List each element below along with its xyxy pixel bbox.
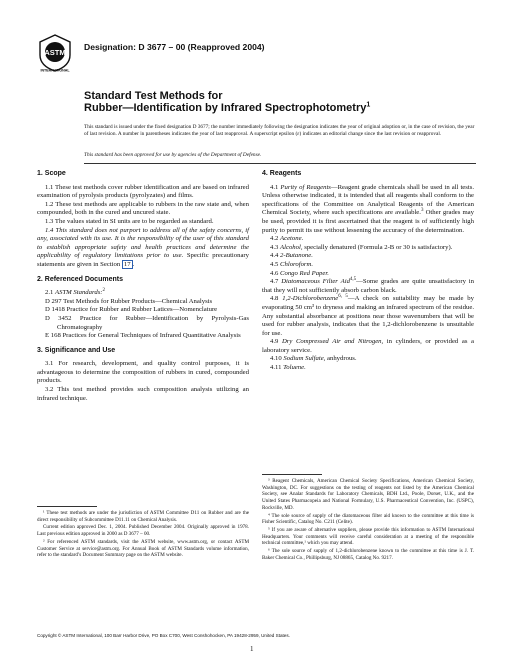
left-column (37, 170, 249, 403)
paragraph-4-2: 4.2 Acetone. (270, 235, 304, 243)
footnote-divider-right (262, 474, 322, 475)
paragraph-1-2: 1.2 These test methods are applicable to rubbers in the raw state and, when compounded, both in the cured and uncured state. (37, 200, 249, 217)
footnote-divider-left (37, 506, 97, 507)
footnote-1-edition: Current edition approved Dec. 1, 2004. Published December 2004. Originally approved in 1978. Last previous edition approved in 2000 as D 3677 – 00. (37, 524, 249, 538)
section-heading-scope: 1. Scope (37, 170, 66, 177)
footnotes-right (262, 478, 474, 562)
paragraph-4-10: 4.10 Sodium Sulfate, anhydrous. (270, 355, 357, 363)
paragraph-4-3: 4.3 Alcohol, specially denatured (Formula 2-B or 30 is satisfactory). (270, 243, 453, 251)
paragraph-1-4: 1.4 This standard does not purport to address all of the safety concerns, if any, associated with its use. It is the responsibility of the user of this standard to establish appropriate safety and health practices and determine the applicability of regulatory limitations prior to use. Specific precautionary statements are given in Section 17 . (37, 226, 250, 268)
title-line-1: Standard Test Methods for (84, 90, 223, 102)
issued-note: This standard is issued under the fixed designation D 3677; the number immediately following the designation indicates the year of original adoption or, in the case of revision, the year of last revision. A number in parentheses indicates the year of last reapproval. A superscript epsilon (ε) indicates an editorial change since the last revision or reapproval. (84, 124, 475, 138)
paragraph-4-6: 4.6 Congo Red Paper. (270, 269, 329, 277)
designation: Designation: D 3677 – 00 (Reapproved 2004) (84, 42, 265, 52)
svg-text:INTERNATIONAL: INTERNATIONAL (40, 68, 70, 73)
copyright-line: Copyright © ASTM International, 100 Barr Harbor Drive, PO Box C700, West Conshohocken, PA 19428-2959, United States. (37, 633, 290, 638)
section-heading-reagents: 4. Reagents (262, 170, 302, 177)
footnote-6: ⁶ The sole source of supply of 1,2-dichlorobenzene known to the committee at this time is J. T. Baker Chemical Co., Phillipsburg, NJ 08865, Catalog No. 9217. (262, 548, 474, 561)
defense-note: This standard has been approved for use by agencies of the Department of Defense. (84, 152, 262, 158)
footnotes-left (37, 510, 249, 560)
footnote-3: ³ Reagent Chemicals, American Chemical Society Specifications, American Chemical Society, Washington, DC. For suggestions on the testing of reagents not listed by the American Chemical Society, see Analar Standards for Laboratory Chemicals, BDH Ltd., Poole, Dorset, U.K., and the United States Pharmacopeia and National Formulary, U.S. Pharmaceutical Convention, Inc. (USPC), Rockville, MD. (262, 478, 474, 511)
footnote-1: ¹ These test methods are under the jurisdiction of ASTM Committee D11 on Rubber and are the direct responsibility of Subcommittee D11.11 on Chemical Analysis. (37, 510, 249, 523)
title-line-2: Rubber—Identification by Infrared Spectrophotometry$^1$ (84, 101, 371, 114)
ref-e168: E 168 Practices for General Techniques of Infrared Quantitative Analysis (45, 332, 241, 340)
paragraph-4-8: 4.8 1,2-Dichlorobenzene$^{6, 5}$—A check on suitability may be made by evaporating 50 cm³ to dryness and making an infrared spectrum of the residue. Any substantial absorbance at positions near those wavenumbers that will be used for rubber analysis, indicates that the 1,2-dichlorobenzene is unsuitable for use. (262, 294, 474, 337)
footnote-2: ² For referenced ASTM standards, visit the ASTM website, www.astm.org, or contact ASTM Customer Service at service@astm.org. For Annual Book of ASTM Standards volume information, refer to the standard’s Document Summary page on the ASTM website. (37, 538, 249, 559)
paragraph-4-5: 4.5 Chloroform. (270, 260, 314, 268)
astm-logo-icon (37, 33, 73, 73)
ref-d1418: D 1418 Practice for Rubber and Rubber Latices—Nomenclature (45, 306, 218, 314)
paragraph-1-1: 1.1 These test methods cover rubber identification and are based on infrared examination of pyrolysis products (pyrolyzates) and films. (37, 183, 249, 200)
svg-text:ASTM: ASTM (44, 48, 66, 57)
paragraph-3-1: 3.1 For research, development, and quality control purposes, it is advantageous to determine the composition of rubbers in cured, compounded products. (37, 360, 249, 385)
paragraph-4-11: 4.11 Toluene. (270, 364, 306, 372)
paragraph-4-1: 4.1 Purity of Reagents—Reagent grade chemicals shall be used in all tests. Unless otherwise indicated, it is intended that all reagents shall conform to the specifications of the Committee on Analytical Reagents of the American Chemical Society, where such specifications are available.$^3$ Other grades may be used, provided it is first ascertained that the reagent is of sufficiently high purity to permit its use without lessening the accuracy of the determination. (262, 183, 475, 234)
document-title (84, 90, 484, 114)
section-heading-significance: 3. Significance and Use (37, 346, 116, 354)
page-number: 1 (250, 645, 254, 653)
paragraph-4-4: 4.4 2-Butanone. (270, 252, 313, 260)
paragraph-3-2: 3.2 This test method provides such composition analysis utilizing an infrared technique. (37, 386, 249, 402)
paragraph-2-1: 2.1 ASTM Standards:$^2$ (45, 287, 106, 297)
paragraph-4-7: 4.7 Diatomaceous Filter Aid$^{4,5}$—Some grades are quite unsatisfactory in that they will not sufficiently absorb carbon black. (262, 276, 475, 294)
footnote-5: ⁵ If you are aware of alternative suppliers, please provide this information to ASTM International Headquarters. Your comments will receive careful consideration at a meeting of the responsible technical committee,¹ which you may attend. (262, 526, 474, 547)
ref-d3452: D 3452 Practice for Rubber—Identification by Pyrolysis-Gas Chromatography (45, 314, 249, 331)
ref-d297: D 297 Test Methods for Rubber Products—Chemical Analysis (45, 297, 213, 305)
footnote-4: ⁴ The sole source of supply of the diatomaceous filter aid known to the committee at this time is Fisher Scientific, Catalog No. C211 (Celite). (262, 512, 474, 526)
right-column (262, 170, 474, 373)
paragraph-1-3: 1.3 The values stated in SI units are to be regarded as standard. (45, 217, 214, 225)
section-heading-referenced-documents: 2. Referenced Documents (37, 275, 123, 283)
section-17-link[interactable]: 17 (123, 260, 131, 268)
paragraph-4-9: 4.9 Dry Compressed Air and Nitrogen, in cylinders, or provided as a laboratory service. (262, 338, 474, 354)
header-divider (84, 163, 476, 164)
